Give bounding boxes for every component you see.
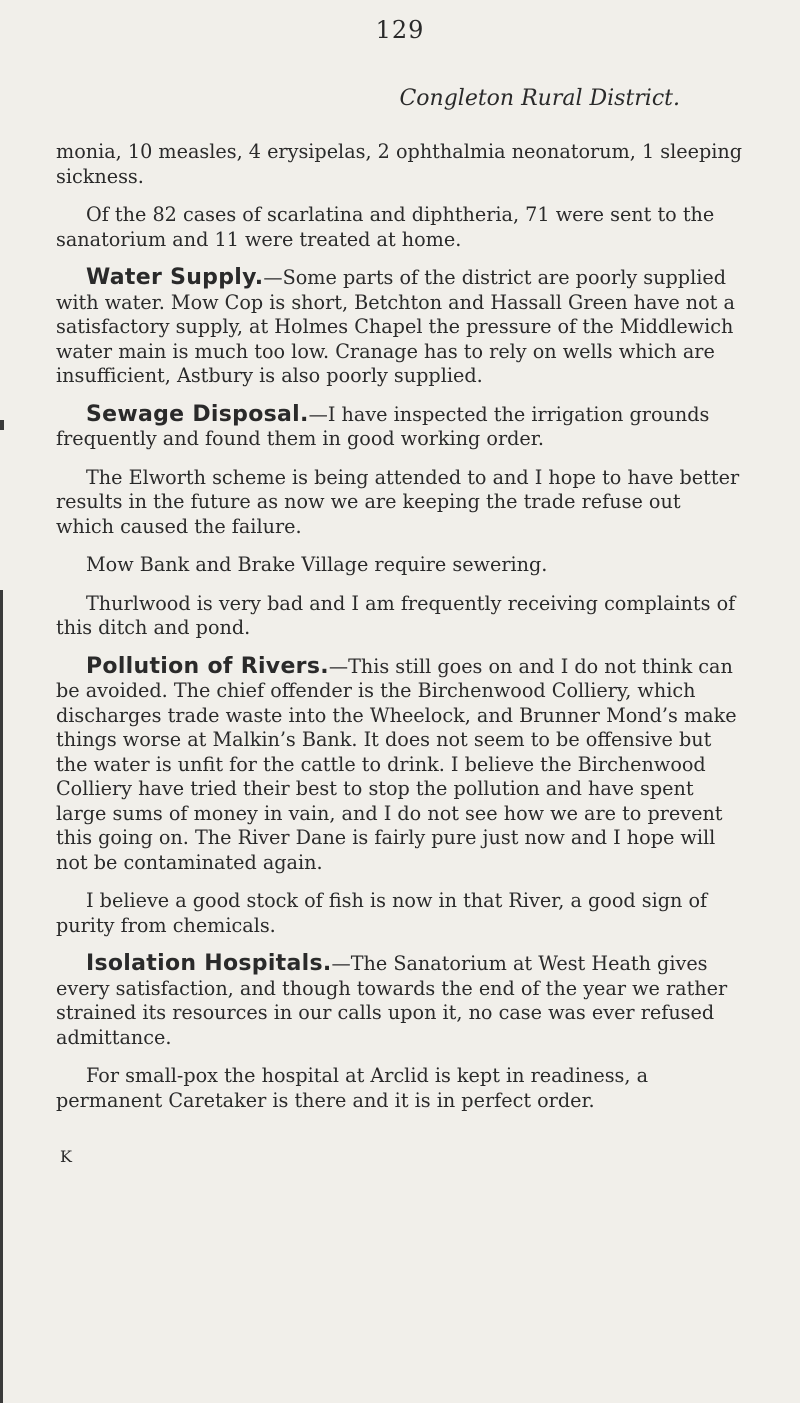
paragraph-2: [56, 203, 742, 252]
paragraph-9: [56, 889, 742, 938]
binding-edge-mark: [0, 420, 4, 430]
paragraph-text: —Some parts of the district are poorly supplied with water. Mow Cop is short, Betchton and Hassall Green have not a satisfactory supply, at Holmes Chapel the pressure of the Middlewich water main is much too low. Cranage has to rely on wells which are insufficient, Astbury is also poorly supplied.: [56, 266, 735, 387]
paragraph-text: For small-pox the hospital at Arclid is kept in readiness, a permanent Caretaker is there and it is in perfect order.: [56, 1064, 649, 1112]
section-heading: Isolation Hospitals.: [86, 951, 332, 976]
running-head: Congleton Rural District.: [399, 86, 680, 111]
paragraph-text: Of the 82 cases of scarlatina and diphtheria, 71 were sent to the sanatorium and 11 were treated at home.: [56, 203, 715, 251]
paragraph-7: [56, 592, 742, 641]
paragraph-text: monia, 10 measles, 4 erysipelas, 2 ophthalmia neonatorum, 1 sleeping sickness.: [56, 140, 742, 188]
section-water-supply: [56, 266, 742, 389]
paragraph-5: [56, 466, 742, 540]
section-heading: Pollution of Rivers.: [86, 653, 329, 679]
section-heading: Sewage Disposal.: [86, 401, 309, 427]
section-isolation-hospitals: [56, 952, 742, 1050]
page-number: 129: [375, 16, 425, 44]
paragraph-1: [56, 140, 742, 189]
section-sewage-disposal: [56, 403, 742, 452]
paragraph-text: —This still goes on and I do not think can be avoided. The chief offender is the Birchenwood Colliery, which discharges trade waste into the Wheelock, and Brunner Mond’s make things worse at Malkin’s Bank. It does not seem to be offensive but the water is unfit for the cattle to drink. I believe the Birchenwood Colliery have tried their best to stop the pollution and have spent large sums of money in vain, and I do not see how we are to prevent this going on. The River Dane is fairly pure just now and I hope will not be contaminated again.: [56, 654, 737, 874]
paragraph-6: [56, 553, 742, 578]
paragraph-text: —I have inspected the irrigation grounds frequently and found them in good working order.: [56, 402, 710, 450]
paragraph-11: [56, 1064, 742, 1113]
paragraph-text: Mow Bank and Brake Village require sewering.: [86, 553, 548, 576]
binding-edge-shadow: [0, 590, 3, 1403]
body-text: [56, 140, 742, 1127]
paragraph-text: —The Sanatorium at West Heath gives every satisfaction, and though towards the end of the year we rather strained its resources in our calls upon it, no case was ever refused admittance.: [56, 952, 728, 1049]
section-pollution-of-rivers: [56, 655, 742, 876]
paragraph-text: Thurlwood is very bad and I am frequently receiving complaints of this ditch and pond.: [56, 591, 736, 639]
paragraph-text: The Elworth scheme is being attended to and I hope to have better results in the future as now we are keeping the trade refuse out which caused the failure.: [56, 465, 740, 538]
signature-mark: K: [60, 1147, 72, 1166]
section-heading: Water Supply.: [86, 265, 264, 290]
paragraph-text: I believe a good stock of fish is now in that River, a good sign of purity from chemicals.: [56, 889, 708, 937]
